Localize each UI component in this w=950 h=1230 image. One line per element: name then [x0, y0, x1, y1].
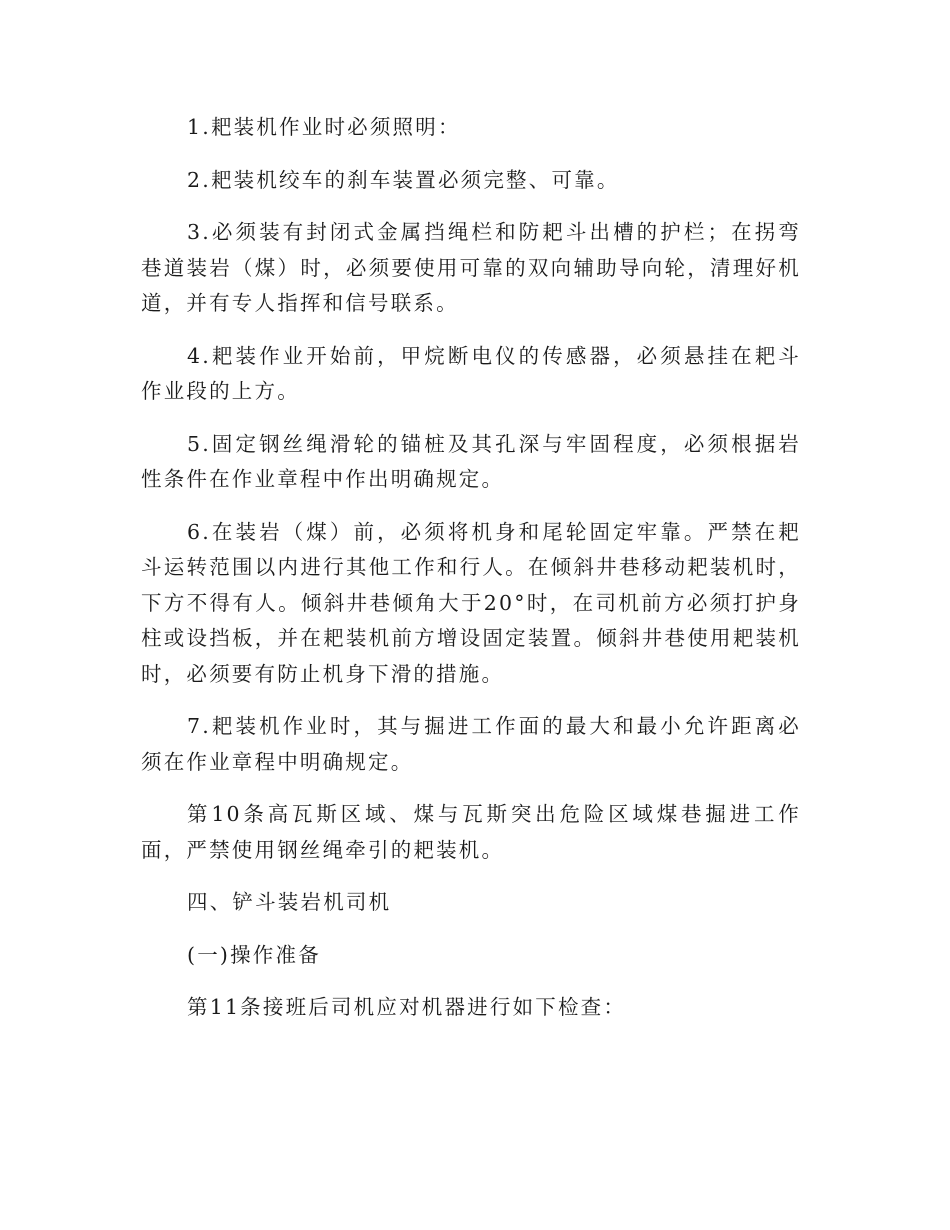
paragraph-item-5: 5.固定钢丝绳滑轮的锚桩及其孔深与牢固程度，必须根据岩性条件在作业章程中作出明确规定。 [141, 431, 801, 491]
paragraph-item-3: 3.必须装有封闭式金属挡绳栏和防耙斗出槽的护栏；在拐弯巷道装岩（煤）时，必须要使用可靠的双向辅助导向轮，清理好机道，并有专人指挥和信号联系。 [141, 220, 801, 315]
paragraph-article-11: 第11条接班后司机应对机器进行如下检查： [187, 995, 627, 1019]
paragraph-item-4: 4.耙装作业开始前，甲烷断电仪的传感器，必须悬挂在耙斗作业段的上方。 [141, 343, 801, 403]
paragraph-item-1: 1.耙装机作业时必须照明： [187, 115, 461, 139]
subsection-heading-1: (一)操作准备 [187, 942, 321, 967]
paragraph-item-2: 2.耙装机绞车的刹车装置必须完整、可靠。 [187, 167, 620, 192]
section-heading-4: 四、铲斗装岩机司机 [187, 890, 392, 914]
paragraph-article-10: 第10条高瓦斯区域、煤与瓦斯突出危险区域煤巷掘进工作面，严禁使用钢丝绳牵引的耙装机。 [141, 802, 801, 862]
paragraph-item-6: 6.在装岩（煤）前，必须将机身和尾轮固定牢靠。严禁在耙斗运转范围以内进行其他工作和行人。在倾斜井巷移动耙装机时，下方不得有人。倾斜井巷倾角大于20°时，在司机前方必须打护身柱或设挡板，并在耙装机前方增设固定装置。倾斜井巷使用耙装机时，必须要有防止机身下滑的措施。 [141, 519, 801, 686]
document-body [141, 110, 801, 1043]
paragraph-item-7: 7.耙装机作业时，其与掘进工作面的最大和最小允许距离必须在作业章程中明确规定。 [141, 714, 801, 774]
